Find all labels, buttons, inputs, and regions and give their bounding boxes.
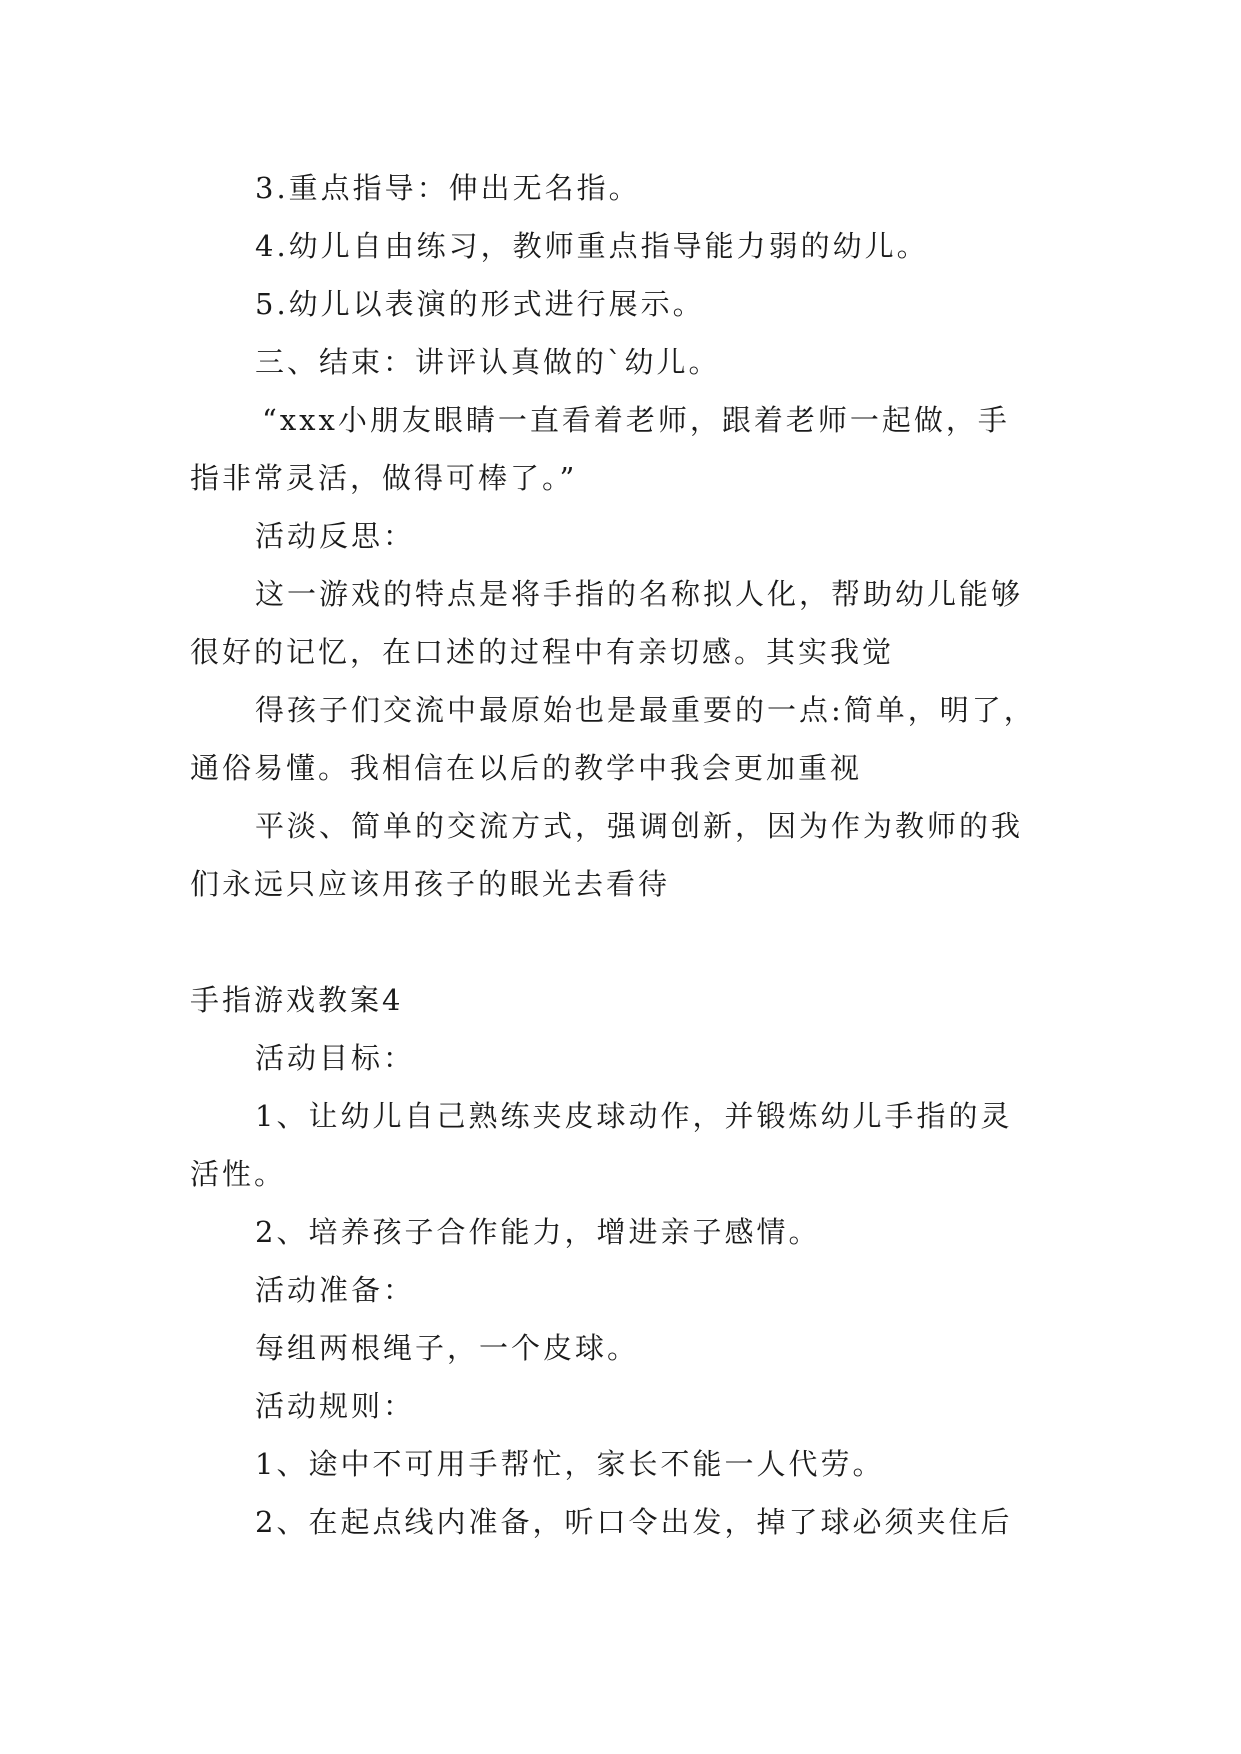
step-5-line: 5.幼儿以表演的形式进行展示。 <box>255 287 705 321</box>
teacher-quote-line-1: “xxx小朋友眼睛一直看着老师，跟着老师一起做，手 <box>262 403 1010 437</box>
reflection-paragraph-line-2: 很好的记忆，在口述的过程中有亲切感。其实我觉 <box>190 635 895 669</box>
reflection-heading: 活动反思： <box>255 519 416 553</box>
step-4-line: 4.幼儿自由练习，教师重点指导能力弱的幼儿。 <box>255 229 929 263</box>
rule-2: 2、在起点线内准备，听口令出发，掉了球必须夹住后 <box>255 1505 1013 1539</box>
teacher-quote-line-2: 指非常灵活，做得可棒了。” <box>190 461 578 495</box>
objective-1-line-1: 1、让幼儿自己熟练夹皮球动作，并锻炼幼儿手指的灵 <box>255 1099 1013 1133</box>
reflection-paragraph-line-1: 这一游戏的特点是将手指的名称拟人化，帮助幼儿能够 <box>255 577 1024 611</box>
preparation-heading: 活动准备： <box>255 1273 416 1307</box>
reflection-paragraph-line-4: 通俗易懂。我相信在以后的教学中我会更加重视 <box>190 751 863 785</box>
step-3-line: 3.重点指导：伸出无名指。 <box>255 171 641 205</box>
reflection-paragraph-line-6: 们永远只应该用孩子的眼光去看待 <box>190 867 671 901</box>
rule-1: 1、途中不可用手帮忙，家长不能一人代劳。 <box>255 1447 885 1481</box>
rules-heading: 活动规则： <box>255 1389 416 1423</box>
objective-2: 2、培养孩子合作能力，增进亲子感情。 <box>255 1215 821 1249</box>
reflection-paragraph-line-5: 平淡、简单的交流方式，强调创新，因为作为教师的我 <box>255 809 1024 843</box>
lesson-plan-title: 手指游戏教案4 <box>190 983 404 1017</box>
preparation-item: 每组两根绳子，一个皮球。 <box>255 1331 640 1365</box>
section-end-heading: 三、结束：讲评认真做的`幼儿。 <box>255 345 721 379</box>
objective-1-line-2: 活性。 <box>190 1157 287 1191</box>
reflection-paragraph-line-3: 得孩子们交流中最原始也是最重要的一点:简单，明了， <box>255 693 1036 727</box>
objectives-heading: 活动目标： <box>255 1041 416 1075</box>
